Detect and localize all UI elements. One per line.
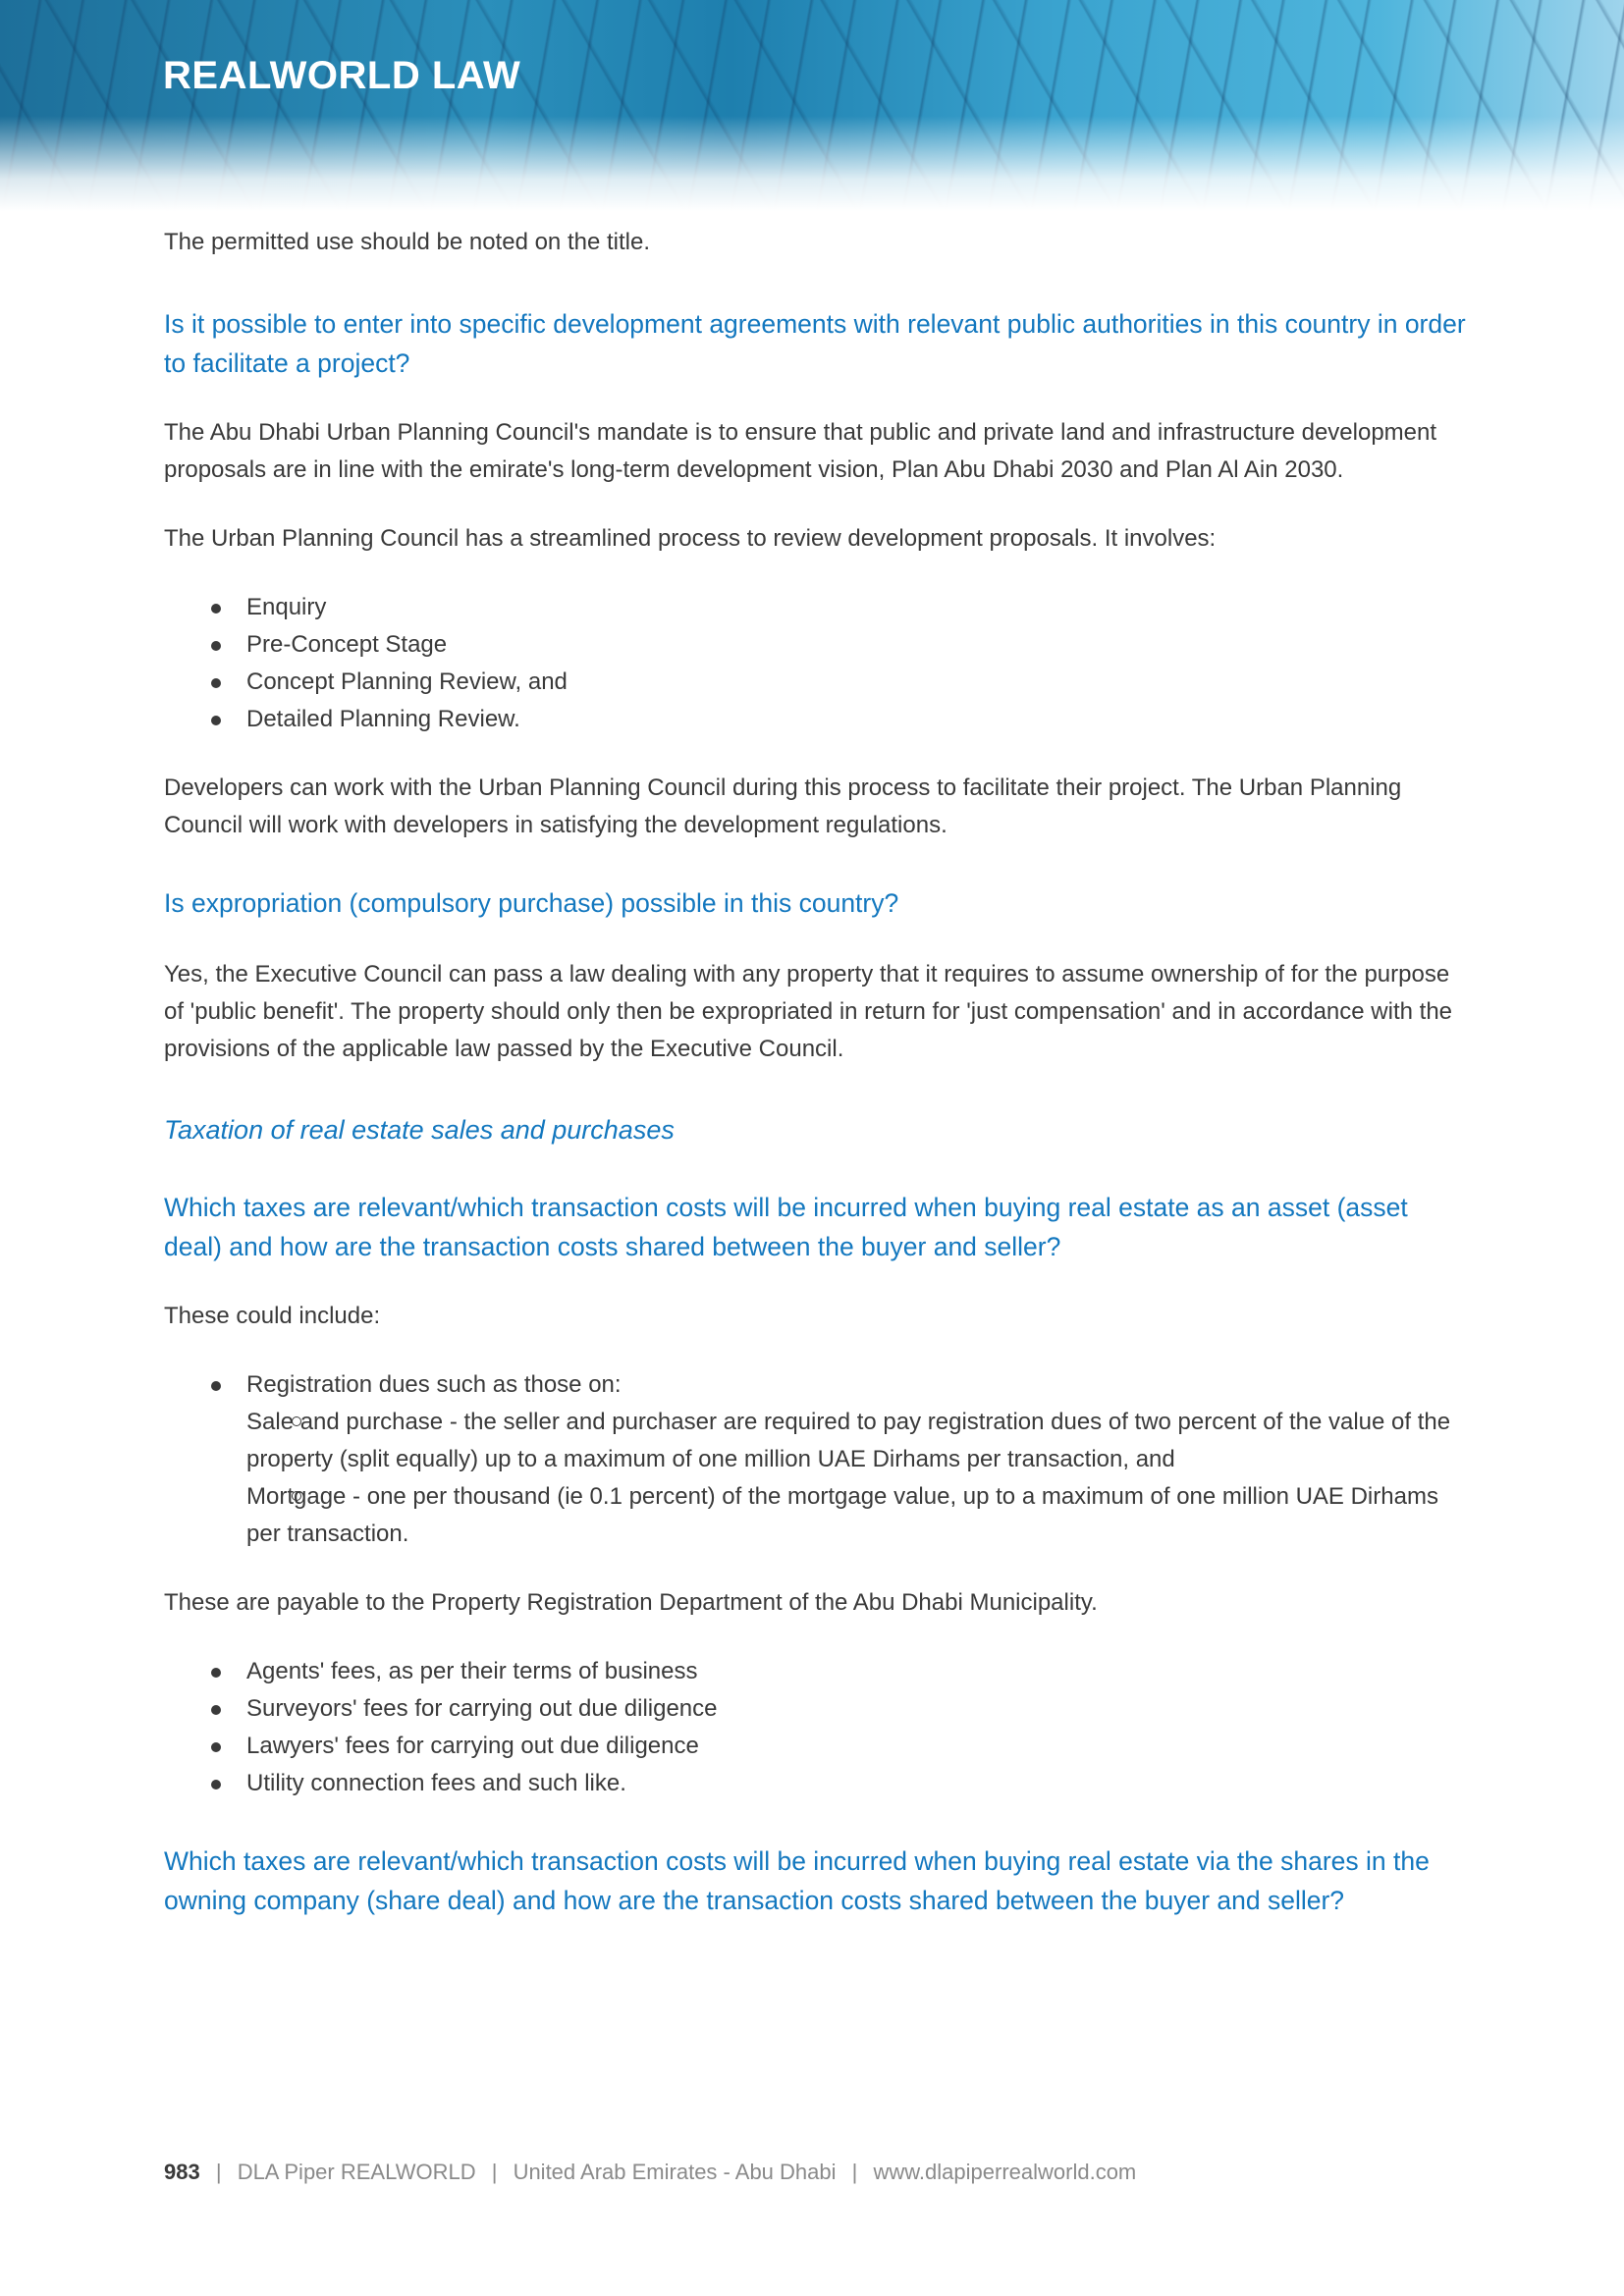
section-heading: Taxation of real estate sales and purchases (164, 1115, 675, 1145)
footer-separator: | (215, 2160, 222, 2184)
bullet-icon (211, 1381, 221, 1391)
sub-list-item: Sale and purchase - the seller and purchaser are required to pay registration dues of two percent of the value of the property (split equally) up to a maximum of one million UAE Dirhams per transaction, and (246, 1409, 1451, 1472)
circle-bullet-icon (292, 1491, 301, 1501)
paragraph: The Abu Dhabi Urban Planning Council's mandate is to ensure that public and private land and infrastructure development proposals are in line with the emirate's long-term development vision, Plan Abu Dhabi 2030 and Plan Al Ain 2030. (164, 419, 1437, 483)
sub-list (246, 1404, 1470, 1553)
list-item: Surveyors' fees for carrying out due diligence (164, 1690, 1470, 1728)
question-heading: Is it possible to enter into specific development agreements with relevant public authorities in this country in order to facilitate a project? (164, 309, 1466, 378)
list-item: Detailed Planning Review. (164, 701, 1470, 738)
page-content (164, 224, 1470, 1920)
list-item: Lawyers' fees for carrying out due diligence (164, 1728, 1470, 1765)
bullet-icon (211, 1668, 221, 1678)
sub-list-item: Mortgage - one per thousand (ie 0.1 percent) of the mortgage value, up to a maximum of one million UAE Dirhams per transaction. (246, 1483, 1438, 1547)
bullet-icon (211, 1742, 221, 1752)
bullet-icon (211, 678, 221, 688)
bullet-icon (211, 1705, 221, 1715)
costs-list (164, 1366, 1470, 1553)
list-item: Concept Planning Review, and (164, 664, 1470, 701)
paragraph: Developers can work with the Urban Planning Council during this process to facilitate their project. The Urban Planning Council will work with developers in satisfying the development regulations. (164, 774, 1402, 838)
banner-title: REALWORLD LAW (163, 54, 521, 97)
fees-list (164, 1653, 1470, 1802)
question-heading: Which taxes are relevant/which transaction costs will be incurred when buying real estate as an asset (asset deal) and how are the transaction costs shared between the buyer and seller? (164, 1193, 1408, 1261)
question-heading: Which taxes are relevant/which transaction costs will be incurred when buying real estate via the shares in the owning company (share deal) and how are the transaction costs shared between the buyer and seller? (164, 1846, 1430, 1915)
list-item: Pre-Concept Stage (164, 626, 1470, 664)
process-list (164, 589, 1470, 738)
list-item: Agents' fees, as per their terms of business (164, 1653, 1470, 1690)
footer-separator: | (491, 2160, 498, 2184)
bullet-icon (211, 716, 221, 725)
footer-jurisdiction: United Arab Emirates - Abu Dhabi (513, 2160, 837, 2184)
page-number: 983 (164, 2160, 200, 2184)
page-footer (164, 2160, 1136, 2185)
paragraph: These are payable to the Property Registration Department of the Abu Dhabi Municipality. (164, 1589, 1098, 1616)
header-banner (0, 0, 1624, 211)
list-item: Enquiry (164, 589, 1470, 626)
bullet-icon (211, 1780, 221, 1789)
bullet-icon (211, 604, 221, 614)
paragraph: The permitted use should be noted on the title. (164, 229, 650, 255)
footer-url-link[interactable]: www.dlapiperrealworld.com (873, 2160, 1137, 2184)
list-item: Utility connection fees and such like. (164, 1765, 1470, 1802)
paragraph: Yes, the Executive Council can pass a law dealing with any property that it requires to assume ownership of for the purpose of 'public benefit'. The property should only then be expropriated in return for 'just compensation' and in accordance with the provisions of the applicable law passed by the Executive Council. (164, 961, 1453, 1062)
paragraph: The Urban Planning Council has a streamlined process to review development proposals. It involves: (164, 525, 1217, 552)
footer-separator: | (851, 2160, 858, 2184)
list-item: Registration dues such as those on: Sale and purchase - the seller and purchaser are required to pay registration dues of two percent of the value of the property (split equally) up to a maximum of one million UAE Dirhams per transaction, and Mortgage - one per thousand (ie 0.1 percent) of the mortgage value, up to a maximum of one million UAE Dirhams per transaction. (164, 1366, 1470, 1553)
paragraph: These could include: (164, 1303, 381, 1329)
bullet-icon (211, 641, 221, 651)
footer-publisher: DLA Piper REALWORLD (237, 2160, 476, 2184)
question-heading: Is expropriation (compulsory purchase) possible in this country? (164, 888, 899, 918)
